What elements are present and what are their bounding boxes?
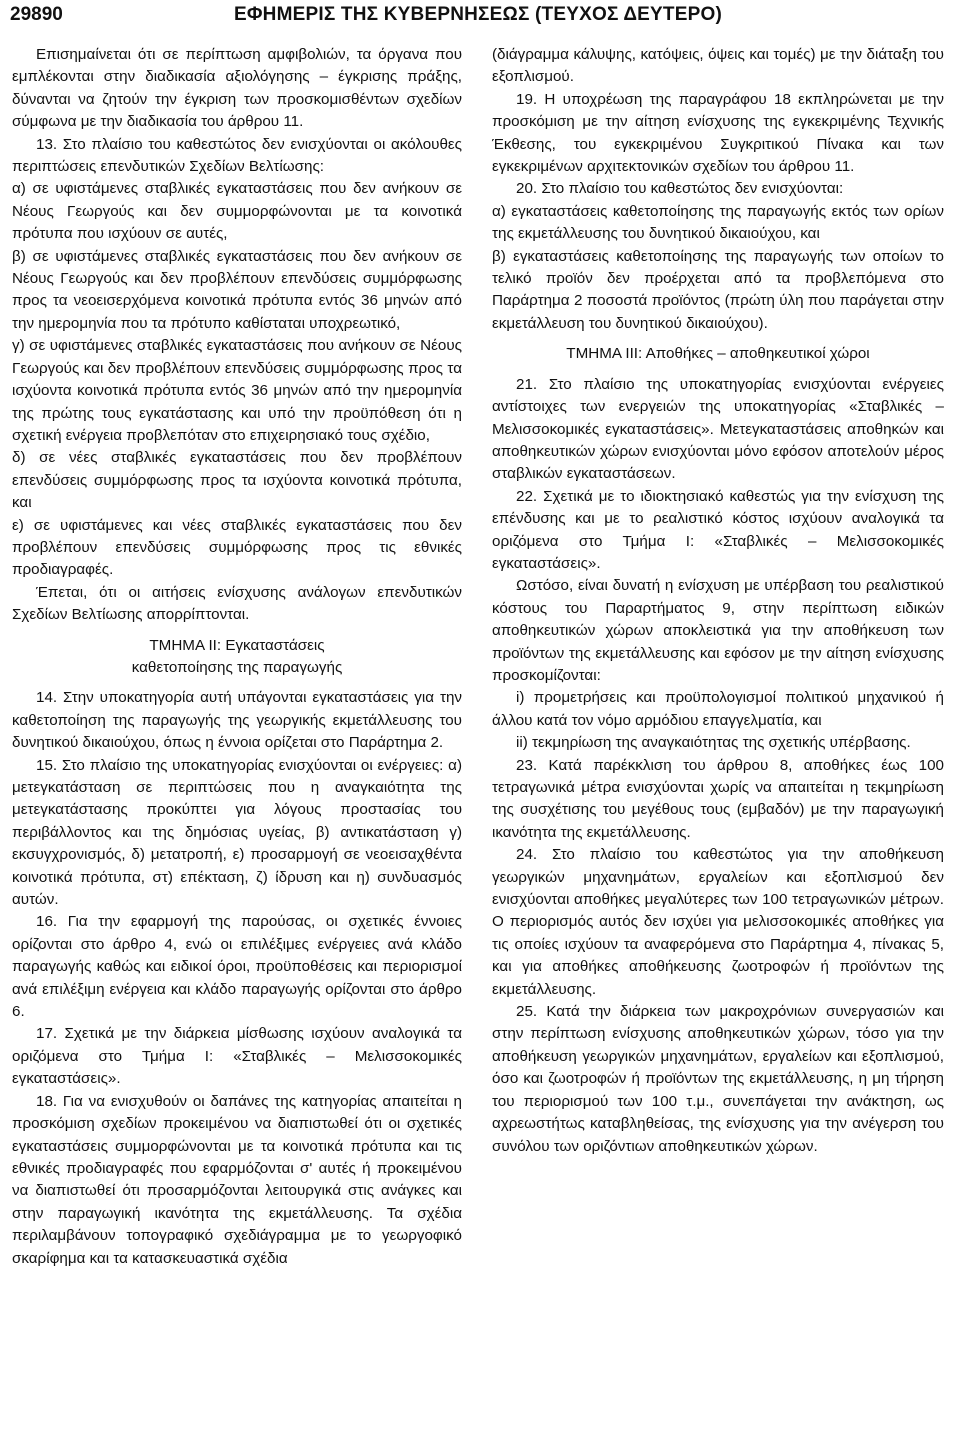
left-column [12,44,462,1270]
list-item: β) σε υφιστάμενες σταβλικές εγκαταστάσεις που δεν ανήκουν σε Νέους Γεωργούς και δεν προβλέπουν επενδύσεις συμμόρφωσης προς τα νεοεισερχόμενα κοινοτικά πρότυπα εντός 36 μηνών από την ημερομηνία που τα πρότυπο καθίσταται υποχρεωτικό, [12,247,462,332]
right-column [492,44,944,1158]
list-item: δ) σε νέες σταβλικές εγκαταστάσεις που δεν προβλέπουν επενδύσεις συμμόρφωσης προς τα ισχύοντα κοινοτικά πρότυπα, και [12,449,462,512]
paragraph: Επισημαίνεται ότι σε περίπτωση αμφιβολιών, τα όργανα που εμπλέκονται στην διαδικασία αξιολόγησης – έγκρισης πράξης, δύνανται να ζητούν την έγκριση των προσκομισθέντων σχεδίων σύμφωνα με την διαδικασία του άρθρου 11. [12,46,462,131]
paragraph: 16. Για την εφαρμογή της παρούσας, οι σχετικές έννοιες ορίζονται στο άρθρο 4, ενώ οι επιλέξιμες ενέργειες ανά κλάδο παραγωγής καθώς και ειδικοί όροι, προϋποθέσεις και περιορισμοί ανά επιλέξιμη ενέργεια και κλάδο παραγωγής ορίζονται στο άρθρο 6. [12,913,462,1021]
list-item: α) εγκαταστάσεις καθετοποίησης της παραγωγής εκτός των ορίων της εκμετάλλευσης του δυνητικού δικαιούχου, και [492,202,944,243]
page-header [10,4,950,30]
paragraph: 17. Σχετικά με την διάρκεια μίσθωσης ισχύουν αναλογικά τα οριζόμενα στο Τμήμα Ι: «Σταβλικές – Μελισσοκομικές εγκαταστάσεις». [12,1025,462,1088]
list-item: β) εγκαταστάσεις καθετοποίησης της παραγωγής των οποίων το τελικό προϊόν δεν προέρχεται από τα προβλεπόμενα στο Παράρτημα 2 ποσοστά προϊόντος (πρώτη ύλη που παράγεται στην εκμετάλλευση του δυνητικού δικαιούχου). [492,247,944,332]
paragraph: 14. Στην υποκατηγορία αυτή υπάγονται εγκαταστάσεις για την καθετοποίηση της παραγωγής της γεωργικής εκμετάλλευσης του δυνητικού δικαιούχου, όπως η έννοια ορίζεται στο Παράρτημα 2. [12,689,462,752]
paragraph: 22. Σχετικά με το ιδιοκτησιακό καθεστώς για την ενίσχυση της επένδυσης και με το ρεαλιστικό κόστος ισχύουν αναλογικά τα οριζόμενα στο Τμήμα Ι: «Σταβλικές – Μελισσοκομικές εγκαταστάσεις». [492,487,944,572]
paragraph: 24. Στο πλαίσιο του καθεστώτος για την αποθήκευση γεωργικών μηχανημάτων, εργαλείων και εξοπλισμού δεν ενισχύονται αποθήκες μεγαλύτερες των 100 τετραγωνικών μέτρων. Ο περιορισμός αυτός δεν ισχύει για μελισσοκομικές αποθήκες για τις οποίες ισχύουν τα αναφερόμενα στο Παράρτημα 4, πίνακας 5, και για αποθήκες αποθήκευσης ζωοτροφών ή προϊόντων της εκμετάλλευσης. [492,846,944,998]
section-heading: ΤΜΗΜΑ ΙΙ: Εγκαταστάσεις καθετοποίησης της παραγωγής [131,636,343,676]
list-item: ε) σε υφιστάμενες και νέες σταβλικές εγκαταστάσεις που δεν προβλέπουν επενδύσεις συμμόρφωσης προς τις εθνικές προδιαγραφές. [12,516,462,579]
paragraph: 13. Στο πλαίσιο του καθεστώτος δεν ενισχύονται οι ακόλουθες περιπτώσεις επενδυτικών Σχεδίων Βελτίωσης: [12,135,462,176]
list-item: α) σε υφιστάμενες σταβλικές εγκαταστάσεις που δεν ανήκουν σε Νέους Γεωργούς και δεν συμμορφώνονται με τα κοινοτικά πρότυπα που ισχύουν σε αυτές, [12,180,462,243]
paragraph: (διάγραμμα κάλυψης, κατόψεις, όψεις και τομές) με την διάταξη του εξοπλισμού. [492,46,944,86]
page-number: 29890 [10,4,63,25]
paragraph: 21. Στο πλαίσιο της υποκατηγορίας ενισχύονται ενέργειες αντίστοιχες των ενεργειών της υποκατηγορίας «Σταβλικές – Μελισσοκομικές εγκαταστάσεις». Μετεγκαταστάσεις αποθηκών και αποθηκευτικών χώρων ενισχύονται μόνο εφόσον αποτελούν μέρος σταβλικών εγκαταστάσεων. [492,375,944,483]
paragraph: 25. Κατά την διάρκεια των μακροχρόνιων συνεργασιών και στην περίπτωση ενίσχυσης αποθηκευτικών χώρων, τόσο για την αποθήκευση γεωργικών μηχανημάτων, εργαλείων και εξοπλισμού, όσο και ζωοτροφών ή προϊόντων της εκμετάλλευσης, η μη τήρηση του περιορισμού των 100 τ.μ., συνεπάγεται την ανάκτηση, ως αχρεωστήτως καταβληθείσας, της ενίσχυσης για την ανέγερση του συνόλου των οριζόντιων αποθηκευτικών χώρων. [492,1003,944,1155]
paragraph: 18. Για να ενισχυθούν οι δαπάνες της κατηγορίας απαιτείται η προσκόμιση σχεδίων προκειμένου να διαπιστωθεί ότι οι σχετικές εγκαταστάσεις συμμορφώνονται με τα κοινοτικά πρότυπα και τις εθνικές προδιαγραφές που εφαρμόζονται σ' αυτές ή προκειμένου να διαπιστωθεί ότι προσαρμόζονται λειτουργικά στις ανάγκες και στην παραγωγική ικανότητα της εκμετάλλευσης. Τα σχέδια περιλαμβάνουν τοπογραφικό σχεδιάγραμμα με το γεωργοφικό σκαρίφημα και τα κατασκευαστικά σχέδια [12,1092,462,1267]
paragraph: 19. Η υποχρέωση της παραγράφου 18 εκπληρώνεται με την προσκόμιση με την αίτηση ενίσχυσης της εγκεκριμένης Τεχνικής Έκθεσης, του εγκεκριμένου Συγκριτικού Πίνακα και των εγκεκριμένων αρχιτεκτονικών σχεδίων του άρθρου 11. [492,90,944,176]
paragraph: 23. Κατά παρέκκλιση του άρθρου 8, αποθήκες έως 100 τετραγωνικά μέτρα ενισχύονται χωρίς να απαιτείται η τεκμηρίωση της συσχέτισης του μεγέθους τους (εμβαδόν) με την παραγωγική ικανότητα της εκμετάλλευσης. [492,756,944,841]
gazette-title: ΕΦΗΜΕΡΙΣ ΤΗΣ ΚΥΒΕΡΝΗΣΕΩΣ (ΤΕΥΧΟΣ ΔΕΥΤΕΡΟ) [234,4,722,25]
list-item: γ) σε υφιστάμενες σταβλικές εγκαταστάσεις που ανήκουν σε Νέους Γεωργούς και δεν προβλέπουν επενδύσεις συμμόρφωσης προς τα ισχύοντα κοινοτικά πρότυπα εντός 36 μηνών από την ημερομηνία της πρώτης τους εγκατάστασης και υπό την προϋπόθεση ότι η σχετική ενέργεια προβλεπόταν στο επιχειρησιακό τους σχέδιο, [12,337,462,444]
list-item: ii) τεκμηρίωση της αναγκαιότητας της σχετικής υπέρβασης. [516,734,911,752]
paragraph: 15. Στο πλαίσιο της υποκατηγορίας ενισχύονται οι ενέργειες: α) μετεγκατάσταση σε περιπτώσεις που η αναγκαιότητα της μετεγκατάστασης προκύπτει για λόγους προστασίας του περιβάλλοντος και της δημόσιας υγείας, β) αντικατάσταση γ) εκσυγχρονισμός, δ) μετατροπή, ε) προσαρμογή σε νεοεισαχθέντα κοινοτικά πρότυπα, στ) επέκταση, ζ) ίδρυση και η) συνδυασμός αυτών. [12,756,462,909]
paragraph: 20. Στο πλαίσιο του καθεστώτος δεν ενισχύονται: [516,180,844,198]
paragraph: Έπεται, ότι οι αιτήσεις ενίσχυσης ανάλογων επενδυτικών Σχεδίων Βελτίωσης απορρίπτονται. [12,583,462,624]
section-heading: ΤΜΗΜΑ ΙΙΙ: Αποθήκες – αποθηκευτικοί χώροι [566,345,870,363]
paragraph: Ωστόσο, είναι δυνατή η ενίσχυση με υπέρβαση του ρεαλιστικού κόστους του Παραρτήματος 9, στην περίπτωση ειδικών αποθηκευτικών χώρων αποκλειστικά για την αποθήκευση των προϊόντων της εκμετάλλευσης και εφόσον με την αίτηση ενίσχυσης προσκομίζονται: [492,577,944,684]
list-item: i) προμετρήσεις και προϋπολογισμοί πολιτικού μηχανικού ή άλλου κατά τον νόμο αρμόδιου επαγγελματία, και [492,689,944,729]
